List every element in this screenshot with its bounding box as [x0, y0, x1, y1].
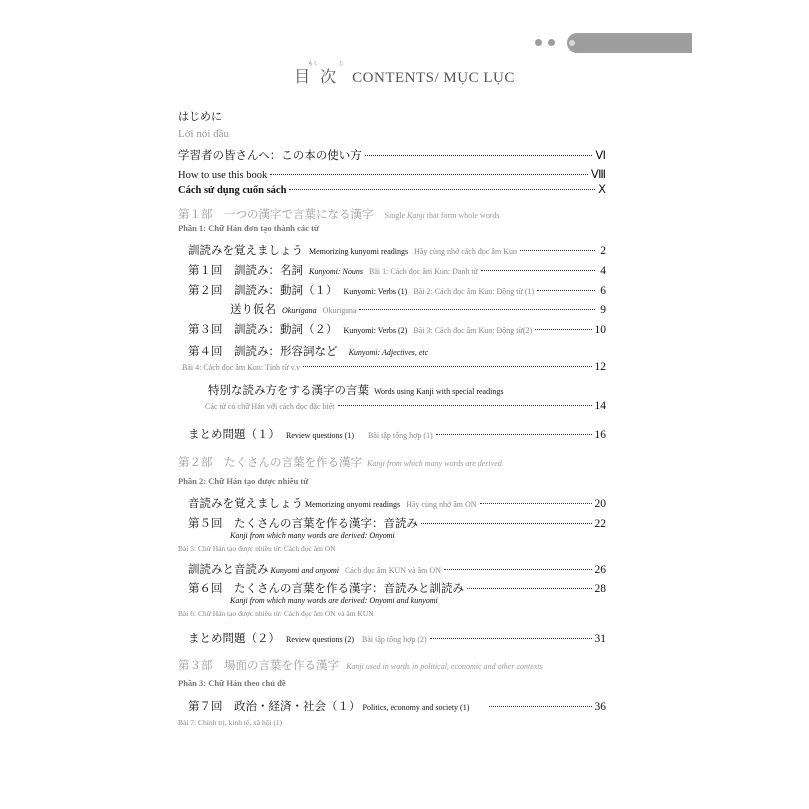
toc-entry[interactable] — [188, 262, 606, 278]
part1-heading-en-b: that form whole words — [424, 211, 500, 220]
toc-entry-lesson5[interactable] — [188, 515, 606, 531]
toc-entry-bai4[interactable] — [182, 361, 606, 373]
toc-entry-jp: 第６回 たくさんの言葉を作る漢字：音読みと訓読み — [188, 581, 464, 595]
toc-entry[interactable] — [188, 282, 606, 298]
page-number: 2 — [600, 245, 606, 257]
toc-entry-jp: 第４回 訓読み：形容詞など — [188, 344, 338, 358]
toc-entry-jp: まとめ問題（２） — [188, 631, 280, 645]
page-number: Ⅹ — [598, 184, 606, 196]
page-number: 22 — [594, 518, 606, 530]
toc-entry-jp: 第５回 たくさんの言葉を作る漢字：音読み — [188, 516, 418, 530]
toc-entry-en: Kunyomi: Adjectives, etc — [348, 348, 429, 357]
part2-heading-vn: Phần 2: Chữ Hán tạo được nhiều từ — [178, 476, 309, 486]
decorative-dot — [535, 39, 542, 46]
dot-leader — [444, 569, 592, 570]
decorative-dot — [548, 39, 555, 46]
dot-leader — [421, 523, 592, 524]
toc-entry-vn: Bài 1: Cách đọc âm Kun: Danh từ — [369, 267, 478, 276]
dot-leader — [436, 434, 592, 435]
part1-heading — [178, 203, 499, 222]
toc-entry-en: Memorizing kunyomi readings — [309, 247, 409, 256]
page-number: 26 — [594, 564, 606, 576]
toc-entry-en: Memorizing onyomi readings — [305, 500, 401, 509]
ruby-moku: もく — [308, 61, 319, 67]
page-number: 9 — [600, 304, 606, 316]
toc-entry-lesson6[interactable] — [188, 580, 606, 596]
dot-leader — [289, 189, 595, 190]
dot-leader — [430, 638, 592, 639]
toc-entry-jp: 音読みを覚えましょう — [188, 496, 303, 510]
toc-entry-label: Cách sử dụng cuốn sách — [178, 185, 287, 196]
title-en: CONTENTS/ MỤC LỤC — [352, 70, 515, 86]
toc-entry-onyomi[interactable] — [188, 495, 606, 511]
page-number: 36 — [594, 701, 606, 713]
part2-heading-jp: 第２部 たくさんの言葉を作る漢字 — [178, 455, 362, 469]
header-bar-dot — [569, 40, 575, 46]
lesson6-vn: Bài 6: Chữ Hán tạo được nhiều từ: Cách đọc âm ON và âm KUN — [178, 609, 374, 618]
toc-entry-en: Okurigana — [282, 306, 317, 315]
page-number: 20 — [594, 498, 606, 510]
part1-heading-en-kanji: Kanji — [407, 211, 425, 220]
header-bar — [567, 33, 692, 53]
toc-entry-vn: Các từ có chữ Hán với cách đọc đặc biệt — [205, 402, 335, 411]
toc-entry-jp: 訓読みを覚えましょう — [188, 243, 303, 257]
toc-entry-label: How to use this book — [178, 170, 268, 181]
toc-entry[interactable] — [188, 321, 606, 337]
dot-leader — [489, 706, 591, 707]
ruby-ji: じ — [339, 61, 345, 67]
part3-heading-jp: 第３部 場面の言葉を作る漢字 — [178, 658, 339, 672]
toc-entry-en: Kunyomi: Verbs (2) — [343, 326, 408, 335]
page-number: 6 — [600, 285, 606, 297]
dot-leader — [359, 309, 595, 310]
toc-entry-vn: Bài 3: Cách đọc âm Kun: Động từ(2) — [413, 326, 533, 335]
dot-leader — [365, 155, 593, 156]
toc-entry-en: Words using Kanji with special readings — [374, 387, 504, 396]
page-number: 16 — [594, 429, 606, 441]
toc-entry-jp: 第１回 訓読み：名詞 — [188, 263, 303, 277]
toc-entry-vn: Hãy cùng nhớ âm ON — [406, 500, 477, 509]
page-number: Ⅷ — [590, 169, 606, 181]
toc-entry-vn: Okurigana — [322, 306, 357, 315]
toc-entry-cach-su-dung[interactable] — [178, 182, 606, 196]
toc-entry-vn: Bài tập tổng hợp (1) — [368, 431, 433, 440]
toc-entry-vn: Bài tập tổng hợp (2) — [362, 635, 427, 644]
part2-heading — [178, 451, 502, 470]
lesson5-vn: Bài 5: Chữ Hán tạo được nhiều từ: Cách đọc âm ON — [178, 544, 336, 553]
toc-entry-special[interactable] — [208, 379, 503, 398]
page-number: 14 — [594, 400, 606, 412]
page-number: 10 — [594, 324, 606, 336]
page-number: 28 — [594, 583, 606, 595]
toc-entry-jp: 第７回 政治・経済・社会（１） — [188, 699, 361, 713]
toc-entry-vn: Bài 2: Cách đọc âm Kun: Động từ (1) — [413, 287, 535, 296]
title-jp: 目次 — [294, 67, 347, 86]
page-number: 31 — [594, 633, 606, 645]
dot-leader — [480, 503, 592, 504]
hajimeni: はじめに — [178, 110, 222, 123]
part1-heading-jp: 第１部 一つの漢字で言葉になる漢字 — [178, 207, 374, 221]
lesson7-vn: Bài 7: Chính trị, kinh tế, xã hội (1) — [178, 718, 283, 727]
toc-entry-en: Politics, economy and society (1) — [362, 703, 470, 712]
toc-entry-vn: Hãy cùng nhớ cách đọc âm Kun — [414, 247, 517, 256]
toc-entry-review2[interactable] — [188, 630, 606, 646]
dot-leader — [520, 250, 595, 251]
toc-entry-lesson4[interactable] — [188, 340, 428, 359]
part3-heading-en: Kanji used in words in political, economic and other contexts — [346, 662, 543, 671]
part1-heading-en-a: Single — [384, 211, 408, 220]
toc-entry-label: 学習者の皆さんへ：この本の使い方 — [178, 148, 362, 162]
dot-leader — [481, 270, 595, 271]
toc-entry-how-to[interactable] — [178, 167, 606, 181]
page-title — [0, 64, 809, 87]
toc-entry-kun-on[interactable] — [188, 561, 606, 577]
dot-leader — [537, 290, 595, 291]
dot-leader — [303, 366, 591, 367]
toc-entry-en: Kunyomi: Verbs (1) — [343, 287, 408, 296]
toc-entry-jp: まとめ問題（１） — [188, 427, 280, 441]
toc-entry-special-vn[interactable] — [205, 400, 606, 412]
toc-entry-jp: 送り仮名 — [230, 302, 276, 316]
part3-heading — [178, 654, 543, 673]
toc-entry-en: Review questions (1) — [286, 431, 354, 440]
toc-entry[interactable] — [188, 242, 606, 258]
loi-noi-dau: Lời nói đầu — [178, 128, 230, 140]
dot-leader — [535, 329, 591, 330]
toc-entry-lesson7[interactable] — [188, 698, 606, 714]
page-number: Ⅵ — [595, 150, 606, 162]
toc-entry-jp: 訓読みと音読み — [188, 562, 269, 576]
part2-heading-en: Kanji from which many words are derived — [367, 459, 502, 468]
toc-entry[interactable] — [230, 301, 606, 317]
toc-entry-vn: Bài 4: Cách đọc âm Kun: Tính từ v.v — [182, 363, 301, 372]
toc-entry-vn: Cách đọc âm KUN và âm ON — [344, 566, 441, 575]
part3-heading-vn: Phần 3: Chữ Hán theo chủ đề — [178, 678, 286, 688]
dot-leader — [338, 405, 592, 406]
toc-entry-en: Kunyomi: Nouns — [309, 267, 363, 276]
page-number: 12 — [594, 361, 606, 373]
toc-entry-en: Review questions (2) — [286, 635, 354, 644]
toc-entry-jp: 特別な読み方をする漢字の言葉 — [208, 383, 369, 397]
page-number: 4 — [600, 265, 606, 277]
lesson5-en: Kanji from which many words are derived: Onyomi — [230, 531, 395, 540]
toc-entry-jp: 第３回 訓読み：動詞（２） — [188, 322, 338, 336]
dot-leader — [270, 174, 588, 175]
toc-entry-learners[interactable] — [178, 147, 606, 163]
toc-entry-en: Kunyomi and onyomi — [270, 566, 339, 575]
toc-entry-jp: 第２回 訓読み：動詞（１） — [188, 283, 338, 297]
dot-leader — [467, 588, 592, 589]
lesson6-en: Kanji from which many words are derived: Onyomi and kunyomi — [230, 596, 438, 605]
toc-entry-review1[interactable] — [188, 426, 606, 442]
part1-heading-vn: Phần 1: Chữ Hán đơn tạo thành các từ — [178, 223, 320, 233]
